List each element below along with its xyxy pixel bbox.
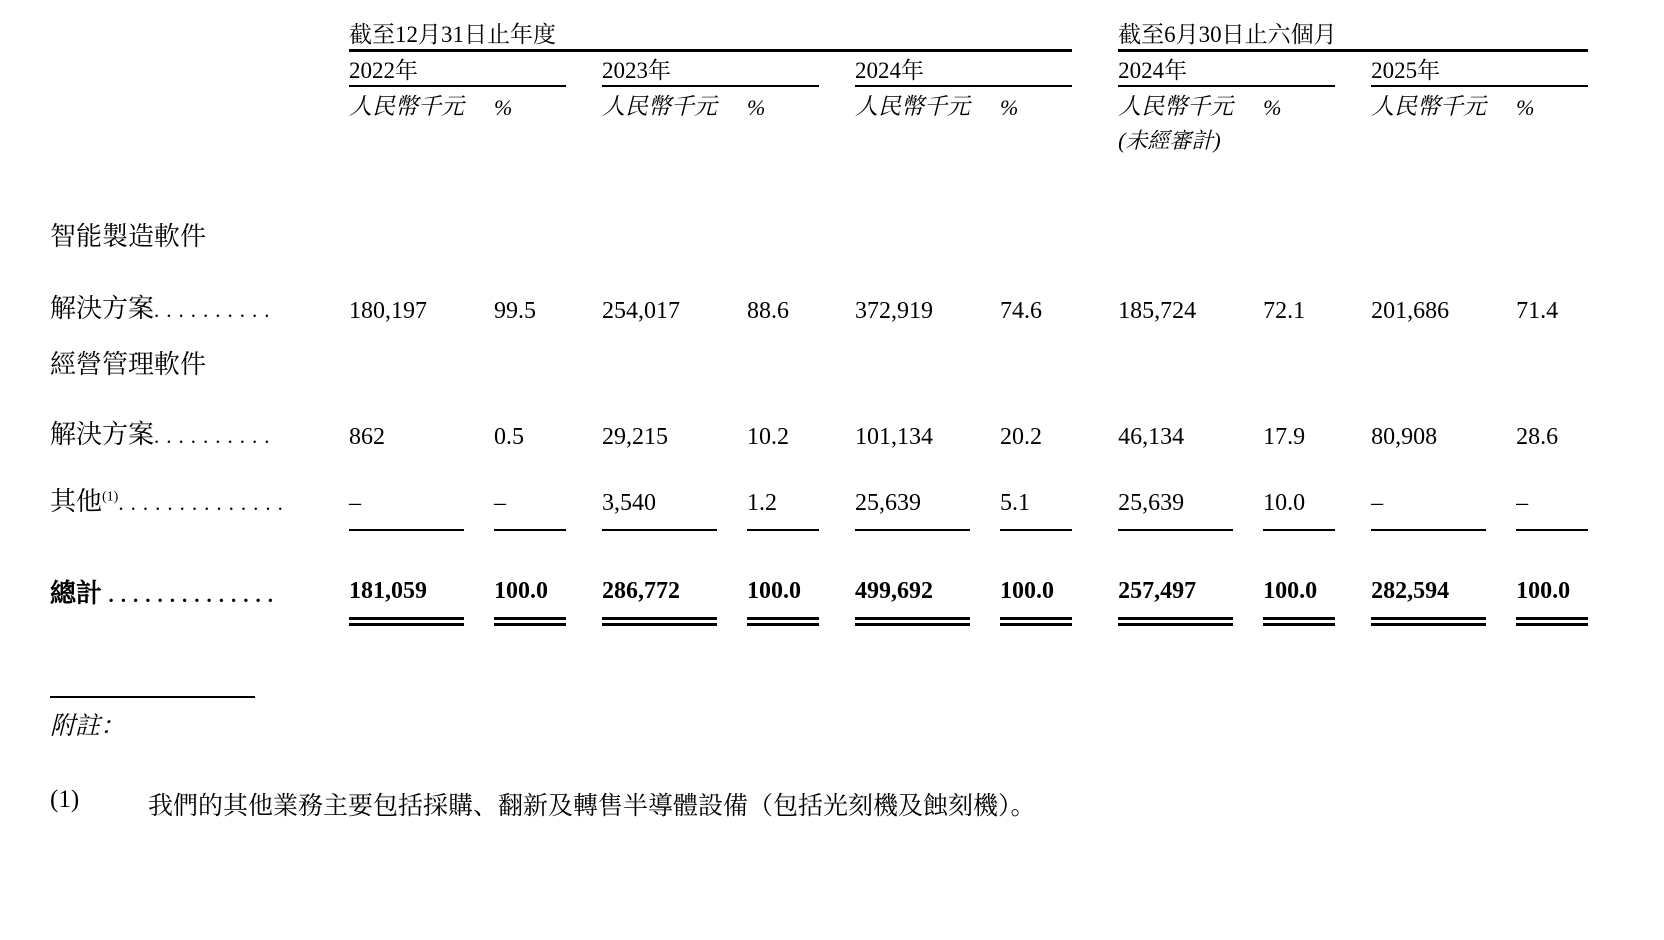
- value-cell: 185,724: [1118, 298, 1197, 324]
- spacer-cell: [1486, 451, 1516, 530]
- spacer-cell: [464, 530, 494, 622]
- revenue-breakdown-table: [50, 8, 1588, 626]
- spacer-cell: [970, 253, 1000, 325]
- leader-dots: ..........: [154, 424, 277, 448]
- value-cell: 257,497: [1118, 530, 1233, 622]
- spacer-cell: [1072, 381, 1118, 451]
- spacer-row: [50, 155, 1588, 199]
- year-header-2023: 2023年: [602, 51, 819, 87]
- category-label: 智能製造軟件: [50, 222, 207, 251]
- value-cell: 372,919: [855, 298, 933, 324]
- spacer-cell: [717, 451, 747, 530]
- percent-cell: 10.0: [1263, 451, 1335, 530]
- value-cell: 180,197: [349, 298, 427, 324]
- spacer-cell: [566, 451, 602, 530]
- row-label-text: 解決方案: [50, 294, 155, 323]
- spacer-cell: [1233, 381, 1263, 451]
- period-header-row: [50, 8, 1588, 51]
- row-total: [50, 530, 1588, 622]
- value-cell: 201,686: [1371, 298, 1450, 324]
- spacer-cell: [819, 381, 855, 451]
- percent-cell: 5.1: [1000, 451, 1072, 530]
- row-label: [50, 530, 349, 622]
- footnote-1: [50, 786, 1664, 822]
- percent-cell: 72.1: [1263, 298, 1306, 324]
- row-label-text: 總計: [50, 578, 103, 608]
- spacer-cell: [464, 253, 494, 325]
- spacer-cell: [1072, 253, 1118, 325]
- footnote-ref: (1): [102, 489, 119, 505]
- spacer-cell: [717, 381, 747, 451]
- leader-dots: ..............: [108, 582, 281, 607]
- percent-cell: 74.6: [1000, 298, 1042, 324]
- spacer-cell: [1335, 381, 1371, 451]
- row-smart-manufacturing-solutions: [50, 253, 1588, 325]
- unaudited-row: [50, 121, 1588, 155]
- percent-cell: –: [1516, 451, 1588, 530]
- footnote-marker: (1): [50, 786, 80, 813]
- spacer-cell: [819, 253, 855, 325]
- spacer-cell: [1233, 451, 1263, 530]
- spacer-cell: [1335, 451, 1371, 530]
- row-others: [50, 451, 1588, 530]
- spacer-cell: [464, 381, 494, 451]
- value-cell: –: [1371, 451, 1486, 530]
- spacer-cell: [50, 155, 1588, 199]
- category-label: 經營管理軟件: [50, 350, 207, 379]
- value-cell: 499,692: [855, 530, 970, 622]
- leader-dots: ..........: [154, 298, 277, 322]
- spacer-cell: [819, 51, 855, 87]
- spacer-cell: [1072, 86, 1118, 121]
- percent-cell: 10.2: [747, 424, 789, 450]
- value-cell: 46,134: [1118, 424, 1185, 450]
- period-header-annual: 截至12月31日止年度: [349, 8, 1072, 51]
- value-cell: 254,017: [602, 298, 680, 324]
- percent-cell: –: [494, 451, 566, 530]
- spacer-cell: [819, 530, 855, 622]
- unit-header: 人民幣千元: [1371, 94, 1487, 119]
- spacer-cell: [566, 381, 602, 451]
- unaudited-note: (未經審計): [1118, 128, 1221, 153]
- year-header-2022: 2022年: [349, 51, 566, 87]
- spacer-cell: [50, 86, 349, 121]
- row-operation-management-solutions: [50, 381, 1588, 451]
- percent-cell: 100.0: [494, 530, 566, 622]
- spacer-cell: [1486, 381, 1516, 451]
- spacer-cell: [464, 451, 494, 530]
- value-cell: 181,059: [349, 530, 464, 622]
- percent-cell: 88.6: [747, 298, 789, 324]
- value-cell: –: [349, 451, 464, 530]
- category-row-smart-manufacturing: [50, 199, 1588, 253]
- spacer-cell: [566, 253, 602, 325]
- leader-dots: ..............: [118, 491, 290, 515]
- spacer-cell: [566, 86, 602, 121]
- percent-cell: 71.4: [1516, 298, 1559, 324]
- spacer-cell: [970, 530, 1000, 622]
- percent-cell: 99.5: [494, 298, 536, 324]
- spacer-cell: [1072, 451, 1118, 530]
- percent-header: %: [1516, 95, 1535, 120]
- spacer-cell: [970, 381, 1000, 451]
- spacer-cell: [464, 86, 494, 121]
- spacer-cell: [970, 451, 1000, 530]
- percent-header: %: [747, 95, 766, 120]
- unit-header: 人民幣千元: [349, 94, 464, 119]
- footnote-heading: 附註：: [50, 713, 126, 740]
- percent-header: %: [1000, 95, 1019, 120]
- value-cell: 101,134: [855, 424, 933, 450]
- spacer-cell: [1335, 86, 1371, 121]
- value-cell: 25,639: [1118, 451, 1233, 530]
- percent-cell: 1.2: [747, 451, 819, 530]
- spacer-cell: [1072, 51, 1118, 87]
- spacer-cell: [566, 530, 602, 622]
- period-header-interim: 截至6月30日止六個月: [1118, 8, 1588, 51]
- percent-cell: 28.6: [1516, 424, 1559, 450]
- spacer-cell: [50, 51, 349, 87]
- spacer-cell: [819, 451, 855, 530]
- value-cell: 25,639: [855, 451, 970, 530]
- spacer-cell: [1486, 530, 1516, 622]
- percent-cell: 100.0: [1000, 530, 1072, 622]
- row-label: [50, 381, 349, 451]
- percent-cell: 100.0: [747, 530, 819, 622]
- percent-header: %: [494, 95, 513, 120]
- spacer-cell: [349, 121, 1072, 155]
- spacer-cell: [566, 51, 602, 87]
- spacer-cell: [717, 86, 747, 121]
- value-cell: 862: [349, 424, 385, 450]
- spacer-cell: [1486, 86, 1516, 121]
- spacer-cell: [1335, 530, 1371, 622]
- spacer-cell: [970, 86, 1000, 121]
- unit-header-row: [50, 86, 1588, 121]
- percent-cell: 17.9: [1263, 424, 1306, 450]
- spacer-cell: [1335, 51, 1371, 87]
- footnote-divider: [50, 696, 255, 698]
- row-label: [50, 451, 349, 530]
- percent-cell: 0.5: [494, 424, 524, 450]
- spacer-cell: [1072, 530, 1118, 622]
- spacer-cell: [717, 530, 747, 622]
- row-label: [50, 253, 349, 325]
- year-header-2024: 2024年: [855, 51, 1072, 87]
- year-header-2025: 2025年: [1371, 51, 1588, 87]
- spacer-cell: [717, 253, 747, 325]
- spacer-cell: [1072, 8, 1118, 51]
- percent-cell: 100.0: [1263, 530, 1335, 622]
- category-row-operation-management: [50, 325, 1588, 381]
- unit-header: 人民幣千元: [1118, 94, 1234, 119]
- spacer-cell: [1486, 253, 1516, 325]
- year-header-2024-interim: 2024年: [1118, 51, 1335, 87]
- value-cell: 282,594: [1371, 530, 1486, 622]
- value-cell: 3,540: [602, 451, 717, 530]
- unit-header: 人民幣千元: [602, 94, 717, 119]
- spacer-cell: [50, 8, 349, 51]
- spacer-cell: [1233, 86, 1263, 121]
- spacer-cell: [819, 86, 855, 121]
- spacer-cell: [1335, 253, 1371, 325]
- unit-header: 人民幣千元: [855, 94, 970, 119]
- value-cell: 286,772: [602, 530, 717, 622]
- value-cell: 80,908: [1371, 424, 1438, 450]
- year-header-row: [50, 51, 1588, 87]
- percent-header: %: [1263, 95, 1282, 120]
- row-label-text: 解決方案: [50, 420, 155, 449]
- spacer-cell: [1072, 121, 1118, 155]
- footnote-text: 我們的其他業務主要包括採購、翻新及轉售半導體設備（包括光刻機及蝕刻機）。: [148, 793, 1036, 820]
- row-label-text: 其他: [50, 487, 103, 516]
- value-cell: 29,215: [602, 424, 668, 450]
- spacer-cell: [1233, 253, 1263, 325]
- spacer-cell: [1233, 530, 1263, 622]
- spacer-cell: [50, 121, 349, 155]
- percent-cell: 20.2: [1000, 424, 1042, 450]
- percent-cell: 100.0: [1516, 530, 1588, 622]
